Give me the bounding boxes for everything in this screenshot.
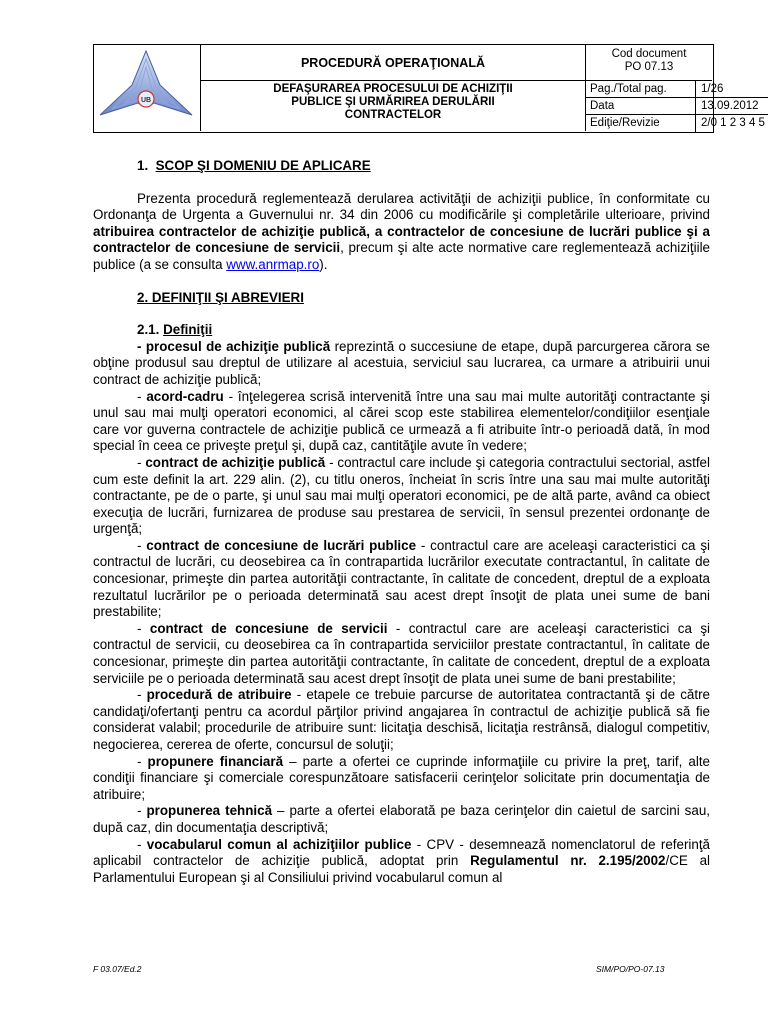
definition-item: - procedură de atribuire - etapele ce trebuie parcurse de autoritatea contractantă şi de către candidaţi/ofertanţi pentru ca acordul părţilor privind angajarea în contractul de achiziţie publică să fie considerat valabil; procedurile de atribuire sunt: licitaţia deschisă, licitaţia restrânsă, dialogul competitiv, negocierea, cererea de oferte, concursul de soluţii; (93, 687, 710, 752)
procedure-subtitle: DEFAŞURAREA PROCESULUI DE ACHIZIŢII PUBLICE ŞI URMĂRIREA DERULĂRII CONTRACTELOR (201, 81, 586, 131)
svg-text:UB: UB (140, 97, 152, 104)
date-label: Data (586, 98, 696, 115)
date-value: 13.09.2012 (696, 98, 768, 115)
logo-icon (94, 45, 199, 129)
university-logo (94, 45, 201, 131)
definition-item: - propunerea tehnică – parte a ofertei elaborată pe baza cerinţelor din caietul de sarcini sau, după caz, din documentaţia descriptivă; (93, 803, 710, 835)
footer-form-code: F 03.07/Ed.2 (93, 964, 142, 974)
definition-item: - vocabularul comun al achiziţiilor publice - CPV - desemnează nomenclatorul de referinţă aplicabil contractelor de achiziţie publică, adoptat prin Regulamentul nr. 2.195/2002/CE al Parlamentului European şi al Consiliului privind vocabularul comun al (93, 836, 710, 885)
definition-item: - propunere financiară – parte a ofertei ce cuprinde informaţiile cu privire la preţ, tarif, alte condiţii financiare şi comerciale corespunzătoare satisfacerii cerinţelor solicitate prin documentaţia de atribuire; (93, 753, 710, 802)
document-code: Cod document PO 07.13 (586, 45, 712, 81)
edition-value: 2/0 1 2 3 4 5 (701, 117, 765, 129)
section-1-heading: 1. SCOP ŞI DOMENIU DE APLICARE (137, 158, 371, 173)
document-header-table (93, 44, 765, 133)
definition-item: - acord-cadru - înţelegerea scrisă intervenită între una sau mai multe autorităţi contractante şi unul sau mai mulţi operatori economici, al cărei scop este stabilirea elementelor/condiţiilor esenţiale care vor guverna contractele de achiziţie publică ce urmează a fi atribuite într-o perioadă dată, în mod special în ceea ce priveşte preţul şi, după caz, cantităţile avute în vedere; (93, 388, 710, 454)
footer-document-code: SIM/PO/PO-07.13 (596, 964, 665, 974)
page-label: Pag./Total pag. (586, 81, 696, 98)
section-1-paragraph: Prezenta procedură reglementează derularea activităţii de achiziţii publice, în conformitate cu Ordonanţa de Urgenta a Guvernului nr. 34 din 2006 cu modificările şi completările ulterioare, privind atribuirea contractelor de achiziţie publică, a contractelor de concesiune de lucrări publice şi a contractelor de concesiune de servicii, precum şi alte acte normative care reglementează achiziţiile publice (a se consulta www.anrmap.ro). (93, 190, 710, 272)
page-value: 1/26 (696, 81, 768, 98)
section-2-heading: 2. DEFINIŢII ŞI ABREVIERI (137, 289, 304, 305)
definition-item: - contract de concesiune de servicii - contractul care are aceleaşi caracteristici ca şi contractul de servicii, cu deosebirea ca în contrapartida serviciilor prestate contractantul, în calitate de concesionar, primeşte din partea autorităţii contractante, în calitate de concedent, dreptul de a exploata serviciile pe o perioada determinată sau acest drept însoţit de plata unei sume de bani prestabilite; (93, 620, 710, 686)
edition-label: Ediţie/Revizie (586, 115, 696, 132)
procedure-title: PROCEDURĂ OPERAŢIONALĂ (201, 45, 586, 81)
definition-item: - contract de achiziţie publică - contractul care include şi categoria contractului sectorial, astfel cum este definit la art. 229 alin. (2), cu titlu oneros, încheiat în scris între una sau mai multe autorităţi contractante, pe de o parte, şi unul sau mai mulţi operatori economici, pe de altă parte, având ca obiect execuţia de lucrări, furnizarea de produse sau prestarea de servicii, în sensul prezentei ordonanţe de urgenţă; (93, 454, 710, 537)
definition-item: - contract de concesiune de lucrări publice - contractul care are aceleaşi caracteristici ca şi contractul de lucrări, cu deosebirea ca în contrapartida lucrărilor executate contractantul, în calitate de concesionar, primeşte din partea autorităţii contractante, în calitate de concedent, dreptul de a exploata rezultatul lucrărilor pe o perioada determinată sau acest drept însoţit de plata unei sume de bani prestabilite; (93, 537, 710, 620)
anrmap-link[interactable]: www.anrmap.ro (226, 256, 320, 272)
subsection-2-1-heading: 2.1. Definiţii (137, 322, 213, 338)
document-body (93, 158, 710, 886)
definition-item: - procesul de achiziţie publică reprezintă o succesiune de etape, după parcurgerea cărora se obţine produsul sau dreptul de utilizare al acestuia, serviciul sau lucrarea, ca urmare a atribuirii unui contract de achiziţie publică; (93, 338, 710, 387)
